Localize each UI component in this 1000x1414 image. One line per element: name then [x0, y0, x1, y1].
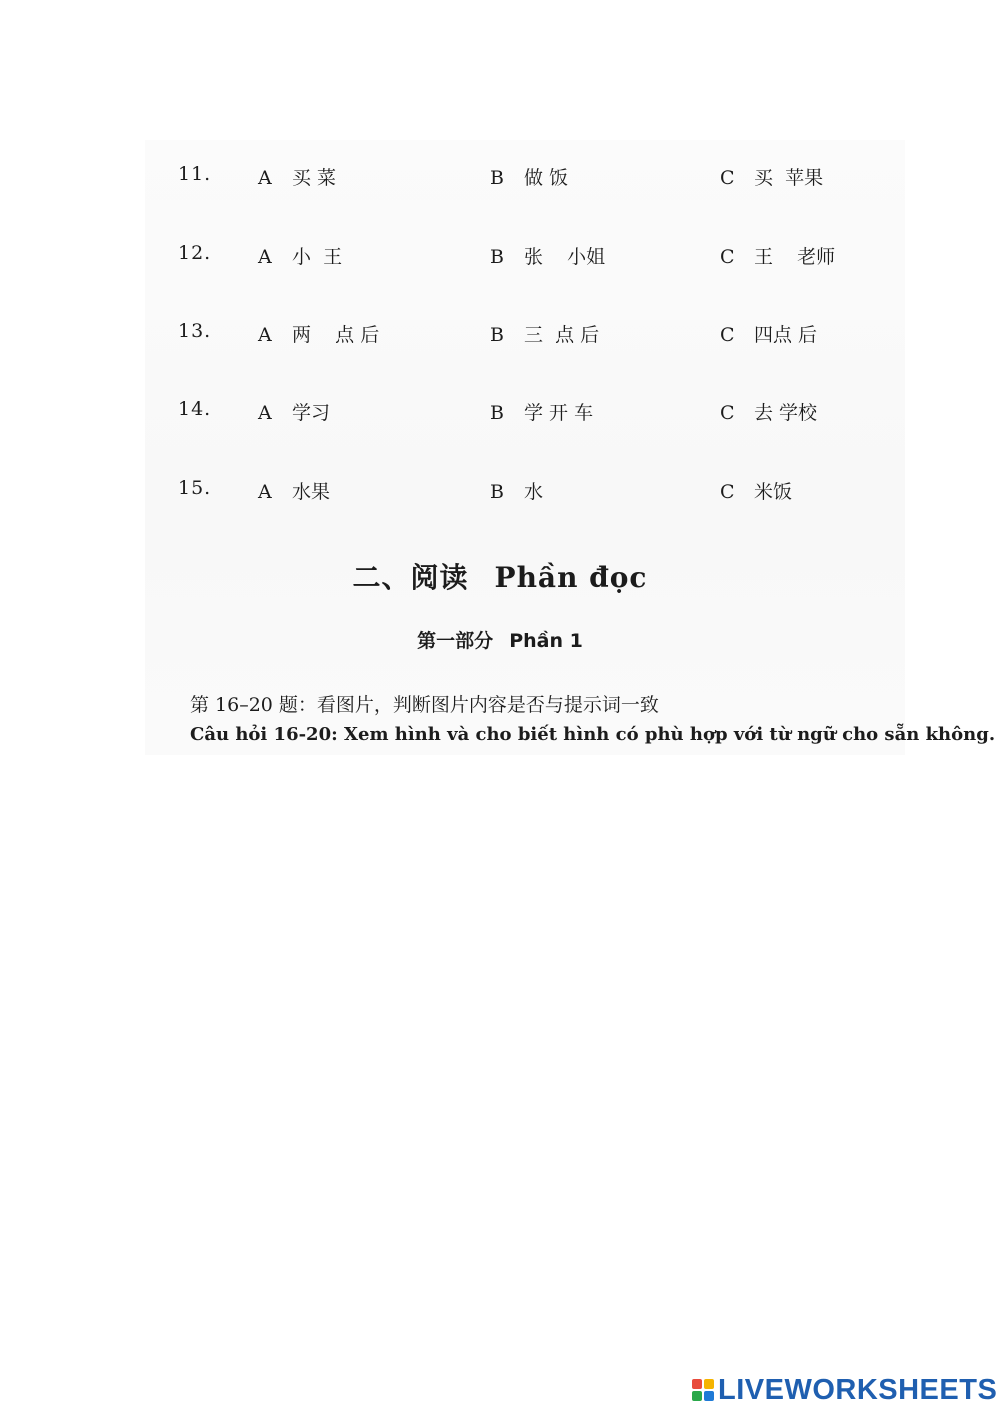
question-row — [0, 163, 1000, 203]
scanned-page-background — [145, 140, 905, 755]
option-c[interactable]: C 王 老师 — [720, 246, 836, 268]
option-b[interactable]: B 学 开 车 — [490, 402, 594, 424]
section-title-zh: 二、阅读 — [352, 561, 469, 594]
logo-square — [692, 1391, 702, 1401]
logo-square — [704, 1391, 714, 1401]
option-c[interactable]: C 米饭 — [720, 481, 793, 503]
section-title-vn: Phần đọc — [494, 561, 648, 594]
part-title-vn: Phần 1 — [509, 630, 583, 652]
logo-square — [704, 1379, 714, 1389]
instructions-vn: Câu hỏi 16-20: Xem hình và cho biết hình có phù hợp với từ ngữ cho sẵn không. — [190, 724, 996, 745]
option-b[interactable]: B 水 — [490, 481, 544, 503]
option-b[interactable]: B 三 点 后 — [490, 324, 600, 346]
question-number: 11. — [178, 163, 212, 185]
brand-name: LIVEWORKSHEETS — [718, 1373, 998, 1406]
option-a[interactable]: A 买 菜 — [258, 167, 337, 189]
part-title-zh: 第一部分 — [417, 630, 494, 652]
option-c[interactable]: C 买 苹果 — [720, 167, 824, 189]
question-row — [0, 398, 1000, 438]
option-b[interactable]: B 做 饭 — [490, 167, 569, 189]
question-number: 15. — [178, 477, 212, 499]
option-a[interactable]: A 学习 — [258, 402, 331, 424]
option-a[interactable]: A 两 点 后 — [258, 324, 380, 346]
liveworksheets-logo[interactable] — [692, 1375, 997, 1405]
logo-square — [692, 1379, 702, 1389]
question-row — [0, 477, 1000, 517]
instructions-zh: 第 16–20 题：看图片，判断图片内容是否与提示词一致 — [190, 694, 659, 716]
question-number: 12. — [178, 242, 212, 264]
option-c[interactable]: C 去 学校 — [720, 402, 818, 424]
part-title — [0, 626, 1000, 653]
question-row — [0, 242, 1000, 282]
option-a[interactable]: A 水果 — [258, 481, 331, 503]
option-a[interactable]: A 小 王 — [258, 246, 343, 268]
question-row — [0, 320, 1000, 360]
option-c[interactable]: C 四点 后 — [720, 324, 818, 346]
logo-grid-icon — [692, 1379, 714, 1401]
question-number: 13. — [178, 320, 212, 342]
section-title — [0, 556, 1000, 596]
option-b[interactable]: B 张 小姐 — [490, 246, 606, 268]
question-number: 14. — [178, 398, 212, 420]
